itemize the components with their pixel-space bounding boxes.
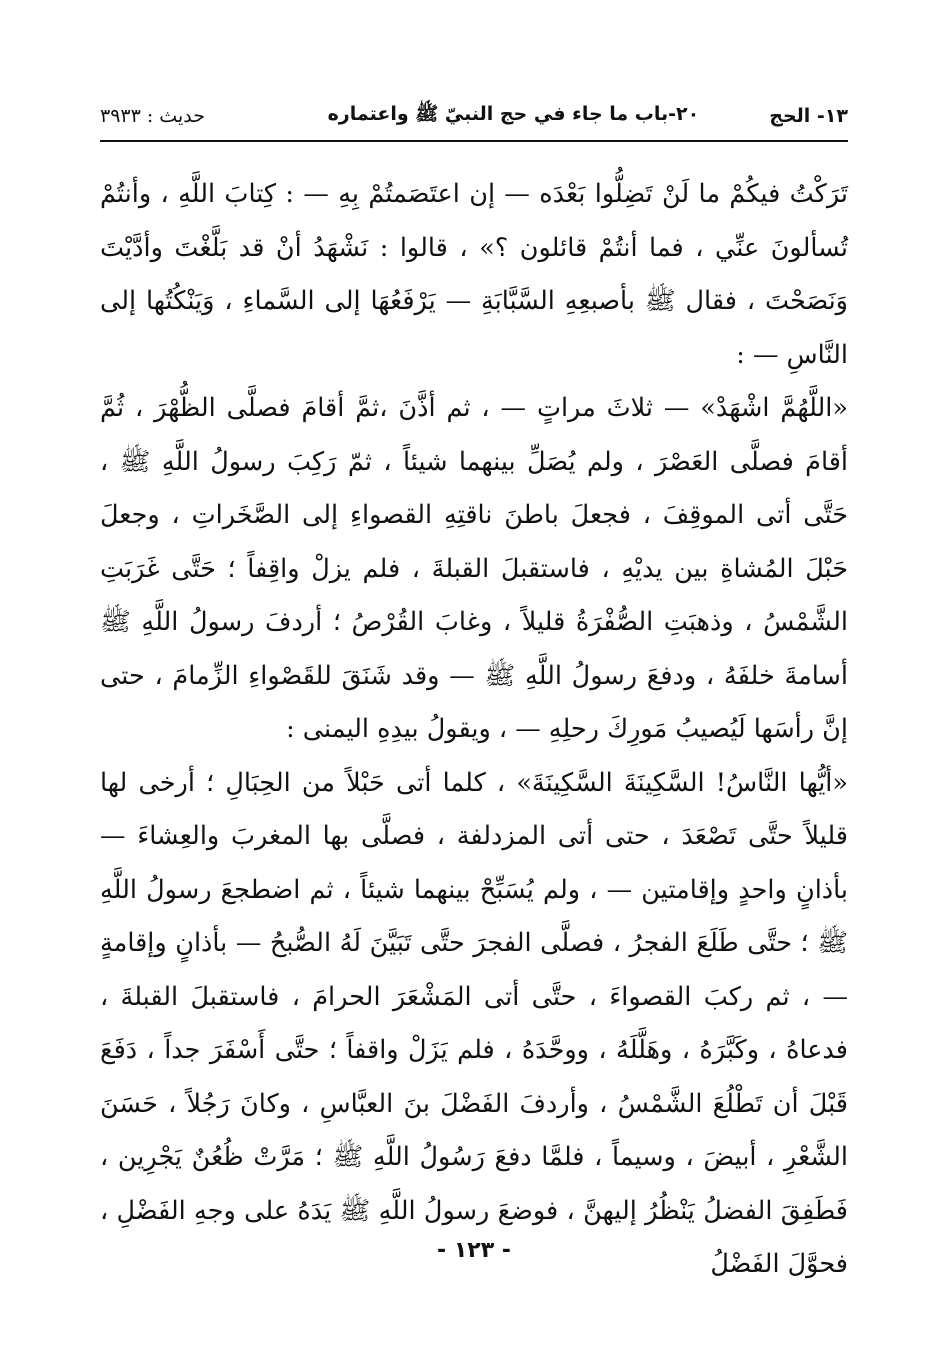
- paragraph-2: «اللَّهُمَّ اشْهَدْ» — ثلاثَ مراتٍ — ، ثم أذَّنَ ،ثمَّ أقامَ فصلَّى الظُّهْرَ ، ثُمَّ أقامَ فصلَّى العَصْرَ ، ولم يُصَلِّ بينهما شيئاً ، ثمّ رَكِبَ رسولُ اللَّهِ ﷺ ، حَتَّى أتى الموقِفَ ، فجعلَ باطنَ ناقتِهِ القصواءِ إلى الصَّخَراتِ ، وجعلَ حَبْلَ المُشاةِ بين يديْهِ ، فاستقبلَ القبلةَ ، فلم يزلْ واقِفاً ؛ حَتَّى غَرَبَتِ الشَّمْسُ ، وذهبَتِ الصُّفْرَةُ قليلاً ، وغابَ القُرْصُ ؛ أردفَ رسولُ اللَّهِ ﷺ أسامةَ خلفَهُ ، ودفعَ رسولُ اللَّهِ ﷺ — وقد شَنَقَ للقَصْواءِ الزِّمامَ ، حتى إنَّ رأسَها لَيُصيبُ مَورِكَ رحلِهِ — ، ويقولُ بيدِهِ اليمنى :: [100, 393, 848, 744]
- hadith-text: [100, 168, 848, 1292]
- header-divider: [100, 140, 848, 142]
- chapter-title: ١٣- الحج: [769, 105, 848, 127]
- paragraph-3: «أيُّها النَّاسُ! السَّكِينَةَ السَّكِينَةَ» ، كلما أتى حَبْلاً من الحِبَالِ ؛ أرخى لها قليلاً حتَّى تَصْعَدَ ، حتى أتى المزدلفة ، فصلَّى بها المغربَ والعِشاءَ — بأذانٍ واحدٍ وإقامتين — ، ولم يُسَبِّحْ بينهما شيئاً ، ثم اضطجعَ رسولُ اللَّهِ ﷺ ؛ حتَّى طَلَعَ الفجرُ ، فصلَّى الفجرَ حتَّى تَبَيَّنَ لَهُ الصُّبحُ — بأذانٍ وإقامةٍ — ، ثم ركبَ القصواءَ ، حتَّى أتى المَشْعَرَ الحرامَ ، فاستقبلَ القبلةَ ، فدعاهُ ، وكَبَّرَهُ ، وهَلَّلَهُ ، ووحَّدَهُ ، فلم يَزَلْ واقفاً ؛ حتَّى أَسْفَرَ جداً ، دَفَعَ قَبْلَ أن تَطْلُعَ الشَّمْسُ ، وأردفَ الفَضْلَ بنَ العبَّاسِ ، وكانَ رَجُلاً ، حَسَنَ الشَّعْرِ ، أبيضَ ، وسيماً ، فلمَّا دفعَ رَسُولُ اللَّهِ ﷺ ؛ مَرَّتْ ظُعُنٌ يَجْرِين ، فَطَفِقَ الفضلُ يَنْظُرُ إليهنَّ ، فوضعَ رسولُ اللَّهِ ﷺ يَدَهُ على وجهِ الفَضْلِ ، فحوَّلَ الفَضْلُ: [100, 767, 848, 1279]
- paragraph-1: تَرَكْتُ فيكُمْ ما لَنْ تَضِلُّوا بَعْدَه — إن اعتَصَمتُمْ بِهِ — : كِتابَ اللَّهِ ، وأنتُمْ تُسألونَ عنِّي ، فما أنتُمْ قائلون ؟» ، قالوا : نَشْهَدُ أنْ قد بَلَّغْتَ وأدَّيْتَ وَنَصَحْتَ ، فقال ﷺ بأصبعِهِ السَّبَّابَةِ — يَرْفَعُهَا إلى السَّماءِ ، وَيَنْكُتُها إلى النَّاسِ — :: [100, 179, 848, 370]
- section-title: ٢٠-باب ما جاء في حج النبيّ ﷺ واعتماره: [327, 103, 700, 125]
- running-header: [100, 96, 848, 136]
- hadith-number: حديث : ٣٩٣٣: [100, 105, 205, 127]
- page-number: - ١٢٣ -: [437, 1238, 511, 1263]
